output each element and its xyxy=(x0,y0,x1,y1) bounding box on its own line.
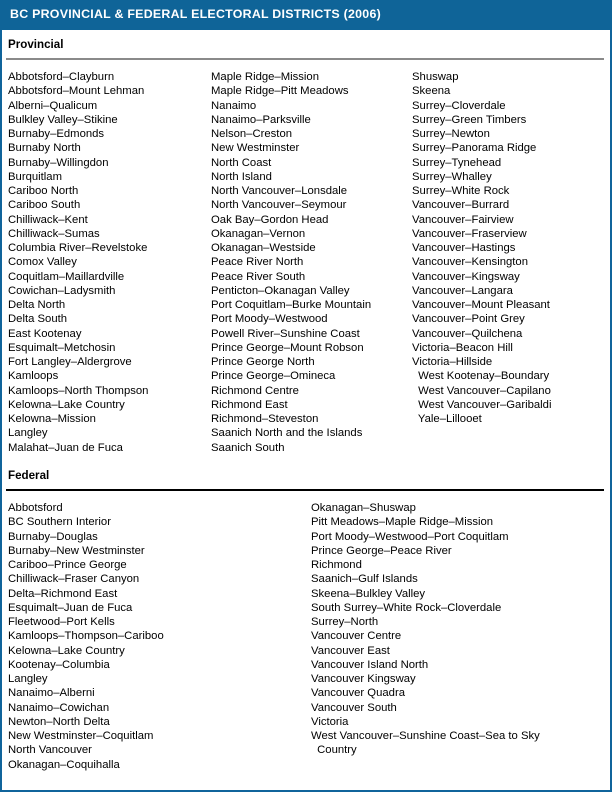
federal-district-item: Chilliwack–Fraser Canyon xyxy=(8,573,140,586)
provincial-district-item: Nanaimo xyxy=(211,99,257,112)
provincial-district-item: Chilliwack–Kent xyxy=(8,213,88,226)
provincial-district-item: Cariboo North xyxy=(8,185,79,197)
provincial-district-item: Delta South xyxy=(8,313,68,326)
federal-district-item: New Westminster–Coquitlam xyxy=(8,730,154,742)
provincial-district-item: Cariboo South xyxy=(8,199,81,212)
federal-district-item: Nanaimo–Cowichan xyxy=(8,701,110,714)
provincial-district-item: Surrey–Whalley xyxy=(412,170,492,183)
provincial-district-item: Vancouver–Point Grey xyxy=(412,313,525,326)
federal-district-item: Kootenay–Columbia xyxy=(8,658,110,671)
provincial-district-item: Maple Ridge–Mission xyxy=(211,71,319,83)
provincial-district-item: Comox Valley xyxy=(8,256,77,269)
provincial-district-item: Kelowna–Mission xyxy=(8,413,96,425)
provincial-district-item: Cowichan–Ladysmith xyxy=(8,284,116,297)
provincial-column-2 xyxy=(211,70,371,455)
provincial-district-item: Surrey–Panorama Ridge xyxy=(412,142,537,155)
federal-district-item: Kelowna–Lake Country xyxy=(8,644,125,657)
federal-district-item: Okanagan–Coquihalla xyxy=(8,758,120,771)
provincial-district-item: Maple Ridge–Pitt Meadows xyxy=(211,85,349,98)
provincial-district-item: Penticton–Okanagan Valley xyxy=(211,284,350,297)
provincial-district-item: Surrey–Cloverdale xyxy=(412,99,506,112)
provincial-column-1 xyxy=(8,70,148,455)
provincial-district-item: Surrey–Newton xyxy=(412,128,490,140)
federal-column-2 xyxy=(311,501,540,758)
provincial-district-item: Richmond–Steveston xyxy=(211,413,319,425)
provincial-district-item: North Coast xyxy=(211,156,272,169)
provincial-district-item: West Kootenay–Boundary xyxy=(415,370,550,383)
provincial-district-item: Vancouver–Langara xyxy=(412,284,513,297)
federal-district-item: Saanich–Gulf Islands xyxy=(311,573,418,586)
provincial-district-item: Fort Langley–Aldergrove xyxy=(8,356,132,368)
section-divider-provincial xyxy=(6,58,604,60)
federal-district-item: Kamloops–Thompson–Cariboo xyxy=(8,630,164,643)
provincial-district-item: Burnaby–Willingdon xyxy=(8,156,109,169)
provincial-district-item: Oak Bay–Gordon Head xyxy=(211,213,329,226)
federal-district-item: Okanagan–Shuswap xyxy=(311,502,416,514)
provincial-district-item: Prince George–Omineca xyxy=(211,370,336,383)
provincial-district-item: Skeena xyxy=(412,85,451,98)
federal-district-item: Port Moody–Westwood–Port Coquitlam xyxy=(311,530,509,543)
provincial-district-item: Richmond Centre xyxy=(211,384,299,397)
federal-district-item: BC Southern Interior xyxy=(8,516,111,529)
provincial-district-item: Burnaby–Edmonds xyxy=(8,128,105,140)
provincial-district-item: Okanagan–Vernon xyxy=(211,227,306,240)
provincial-district-item: Vancouver–Fraserview xyxy=(412,227,527,240)
provincial-district-item: New Westminster xyxy=(211,142,300,155)
page-header-bar xyxy=(0,0,612,30)
provincial-district-item: Prince George–Mount Robson xyxy=(211,341,364,354)
federal-district-item: Abbotsford xyxy=(8,502,63,514)
provincial-district-item: Abbotsford–Mount Lehman xyxy=(8,85,145,98)
provincial-district-item: Prince George North xyxy=(211,356,315,368)
provincial-district-item: Shuswap xyxy=(412,71,459,83)
provincial-district-item: Kelowna–Lake Country xyxy=(8,398,125,411)
provincial-district-item: Saanich South xyxy=(211,441,285,454)
federal-district-item: Skeena–Bulkley Valley xyxy=(311,587,426,600)
provincial-district-item: Powell River–Sunshine Coast xyxy=(211,327,360,340)
federal-district-item: Country xyxy=(314,744,357,757)
federal-district-item: Victoria xyxy=(311,715,349,728)
provincial-district-item: Saanich North and the Islands xyxy=(211,427,363,440)
page-title: BC PROVINCIAL & FEDERAL ELECTORAL DISTRICTS (2006) xyxy=(10,7,381,21)
provincial-district-item: Richmond East xyxy=(211,398,288,411)
provincial-district-item: Burnaby North xyxy=(8,142,81,155)
provincial-district-item: Columbia River–Revelstoke xyxy=(8,242,148,254)
federal-district-item: Pitt Meadows–Maple Ridge–Mission xyxy=(311,516,494,529)
provincial-district-item: Surrey–Tynehead xyxy=(412,156,502,169)
federal-district-item: Vancouver Centre xyxy=(311,630,402,643)
provincial-district-item: Nanaimo–Parksville xyxy=(211,113,311,126)
provincial-district-item: Kamloops xyxy=(8,370,59,383)
provincial-district-item: Bulkley Valley–Stikine xyxy=(8,113,118,126)
provincial-district-item: Delta North xyxy=(8,299,66,311)
federal-district-item: Richmond xyxy=(311,559,362,571)
provincial-district-item: Vancouver–Fairview xyxy=(412,213,514,226)
provincial-district-item: West Vancouver–Capilano xyxy=(415,384,551,397)
provincial-district-item: North Island xyxy=(211,170,272,183)
federal-district-item: Surrey–North xyxy=(311,616,379,628)
provincial-district-item: Vancouver–Hastings xyxy=(412,242,516,254)
provincial-district-item: North Vancouver–Lonsdale xyxy=(211,185,348,197)
provincial-district-item: Port Moody–Westwood xyxy=(211,313,328,326)
provincial-district-item: Vancouver–Burrard xyxy=(412,199,510,212)
section-heading-federal: Federal xyxy=(8,469,50,482)
federal-column-1 xyxy=(8,501,164,772)
provincial-district-item: Chilliwack–Sumas xyxy=(8,227,100,240)
federal-district-item: Newton–North Delta xyxy=(8,715,110,728)
provincial-district-item: Peace River South xyxy=(211,270,306,283)
provincial-district-item: Coquitlam–Maillardville xyxy=(8,270,125,283)
federal-district-item: North Vancouver xyxy=(8,744,92,757)
section-heading-provincial: Provincial xyxy=(8,38,64,51)
provincial-district-item: Malahat–Juan de Fuca xyxy=(8,441,123,454)
provincial-district-item: Kamloops–North Thompson xyxy=(8,384,149,397)
provincial-district-item: Burquitlam xyxy=(8,170,62,183)
provincial-district-item: Surrey–White Rock xyxy=(412,185,510,197)
federal-district-item: Fleetwood–Port Kells xyxy=(8,616,115,628)
provincial-district-item: Alberni–Qualicum xyxy=(8,99,98,112)
federal-district-item: Prince George–Peace River xyxy=(311,544,452,557)
federal-district-item: Burnaby–Douglas xyxy=(8,530,98,543)
provincial-district-item: Langley xyxy=(8,427,48,440)
federal-district-item: West Vancouver–Sunshine Coast–Sea to Sky xyxy=(311,730,540,742)
federal-district-item: Burnaby–New Westminster xyxy=(8,544,145,557)
provincial-district-item: Okanagan–Westside xyxy=(211,242,316,254)
federal-district-item: Nanaimo–Alberni xyxy=(8,687,95,700)
provincial-district-item: Vancouver–Quilchena xyxy=(412,327,523,340)
provincial-column-3 xyxy=(412,70,551,426)
federal-district-item: Vancouver Island North xyxy=(311,658,429,671)
provincial-district-item: East Kootenay xyxy=(8,327,82,340)
provincial-district-item: Victoria–Beacon Hill xyxy=(412,341,513,354)
section-divider-federal xyxy=(6,489,604,491)
provincial-district-item: Peace River North xyxy=(211,256,304,269)
federal-district-item: Vancouver Kingsway xyxy=(311,673,416,685)
federal-district-item: Delta–Richmond East xyxy=(8,587,118,600)
federal-district-item: Langley xyxy=(8,673,48,685)
provincial-district-item: Abbotsford–Clayburn xyxy=(8,71,115,83)
federal-district-item: Vancouver East xyxy=(311,644,390,657)
provincial-district-item: Vancouver–Kensington xyxy=(412,256,528,269)
provincial-district-item: Surrey–Green Timbers xyxy=(412,113,527,126)
provincial-district-item: Nelson–Creston xyxy=(211,128,293,140)
federal-district-item: Cariboo–Prince George xyxy=(8,559,127,571)
provincial-district-item: Victoria–Hillside xyxy=(412,356,493,368)
federal-district-item: Esquimalt–Juan de Fuca xyxy=(8,601,133,614)
provincial-district-item: Vancouver–Kingsway xyxy=(412,270,520,283)
provincial-district-item: West Vancouver–Garibaldi xyxy=(415,398,552,411)
federal-district-item: Vancouver Quadra xyxy=(311,687,405,700)
provincial-district-item: Esquimalt–Metchosin xyxy=(8,341,116,354)
provincial-district-item: Port Coquitlam–Burke Mountain xyxy=(211,299,372,311)
provincial-district-item: North Vancouver–Seymour xyxy=(211,199,347,212)
federal-district-item: Vancouver South xyxy=(311,701,397,714)
provincial-district-item: Yale–Lillooet xyxy=(415,413,482,425)
provincial-district-item: Vancouver–Mount Pleasant xyxy=(412,299,550,311)
federal-district-item: South Surrey–White Rock–Cloverdale xyxy=(311,601,502,614)
